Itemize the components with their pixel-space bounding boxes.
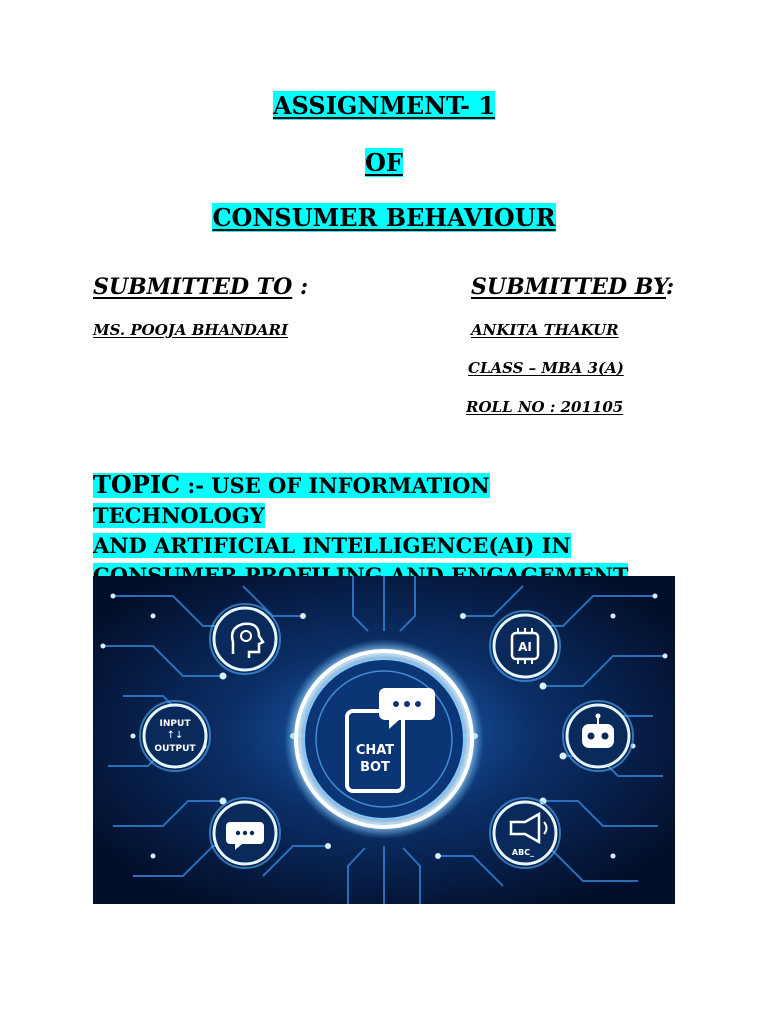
submitted-by-heading: SUBMITTED BY: — [471, 274, 675, 300]
topic-text-2: AND ARTIFICIAL INTELLIGENCE(AI) IN — [93, 533, 571, 558]
icon-chat-bubble — [210, 798, 280, 868]
topic-label: TOPIC — [93, 470, 181, 499]
teacher-name: MS. POOJA BHANDARI — [93, 321, 289, 339]
subject-title: CONSUMER BEHAVIOUR — [212, 203, 556, 232]
center-chatbot-emblem — [284, 639, 484, 839]
icon-megaphone — [490, 798, 560, 868]
topic-block: TOPIC :- USE OF INFORMATION TECHNOLOGY AND ARTIFICIAL INTELLIGENCE(AI) IN — [93, 470, 653, 591]
icon-brain-gear — [210, 604, 280, 674]
of-title: OF — [365, 148, 403, 177]
assignment-title: ASSIGNMENT- 1 — [272, 91, 496, 120]
svg-text:ABC_: ABC_ — [511, 848, 535, 857]
svg-text:↑↓: ↑↓ — [166, 730, 184, 741]
student-name: ANKITA THAKUR — [471, 321, 619, 339]
ai-chatbot-illustration — [93, 576, 675, 904]
svg-text:CHAT: CHAT — [355, 743, 395, 758]
svg-text:INPUT: INPUT — [159, 719, 191, 729]
icon-ai-chip — [490, 611, 560, 681]
svg-text:AI: AI — [518, 640, 532, 654]
icon-input-output — [140, 701, 210, 771]
student-roll: ROLL NO : 201105 — [466, 398, 624, 416]
topic-text-1: USE OF INFORMATION TECHNOLOGY — [93, 473, 490, 528]
svg-text:OUTPUT: OUTPUT — [154, 744, 196, 754]
submitted-to-heading: SUBMITTED TO : — [93, 274, 309, 300]
student-class: CLASS – MBA 3(A) — [468, 359, 624, 377]
icon-robot — [563, 701, 633, 771]
svg-text:BOT: BOT — [360, 760, 390, 775]
